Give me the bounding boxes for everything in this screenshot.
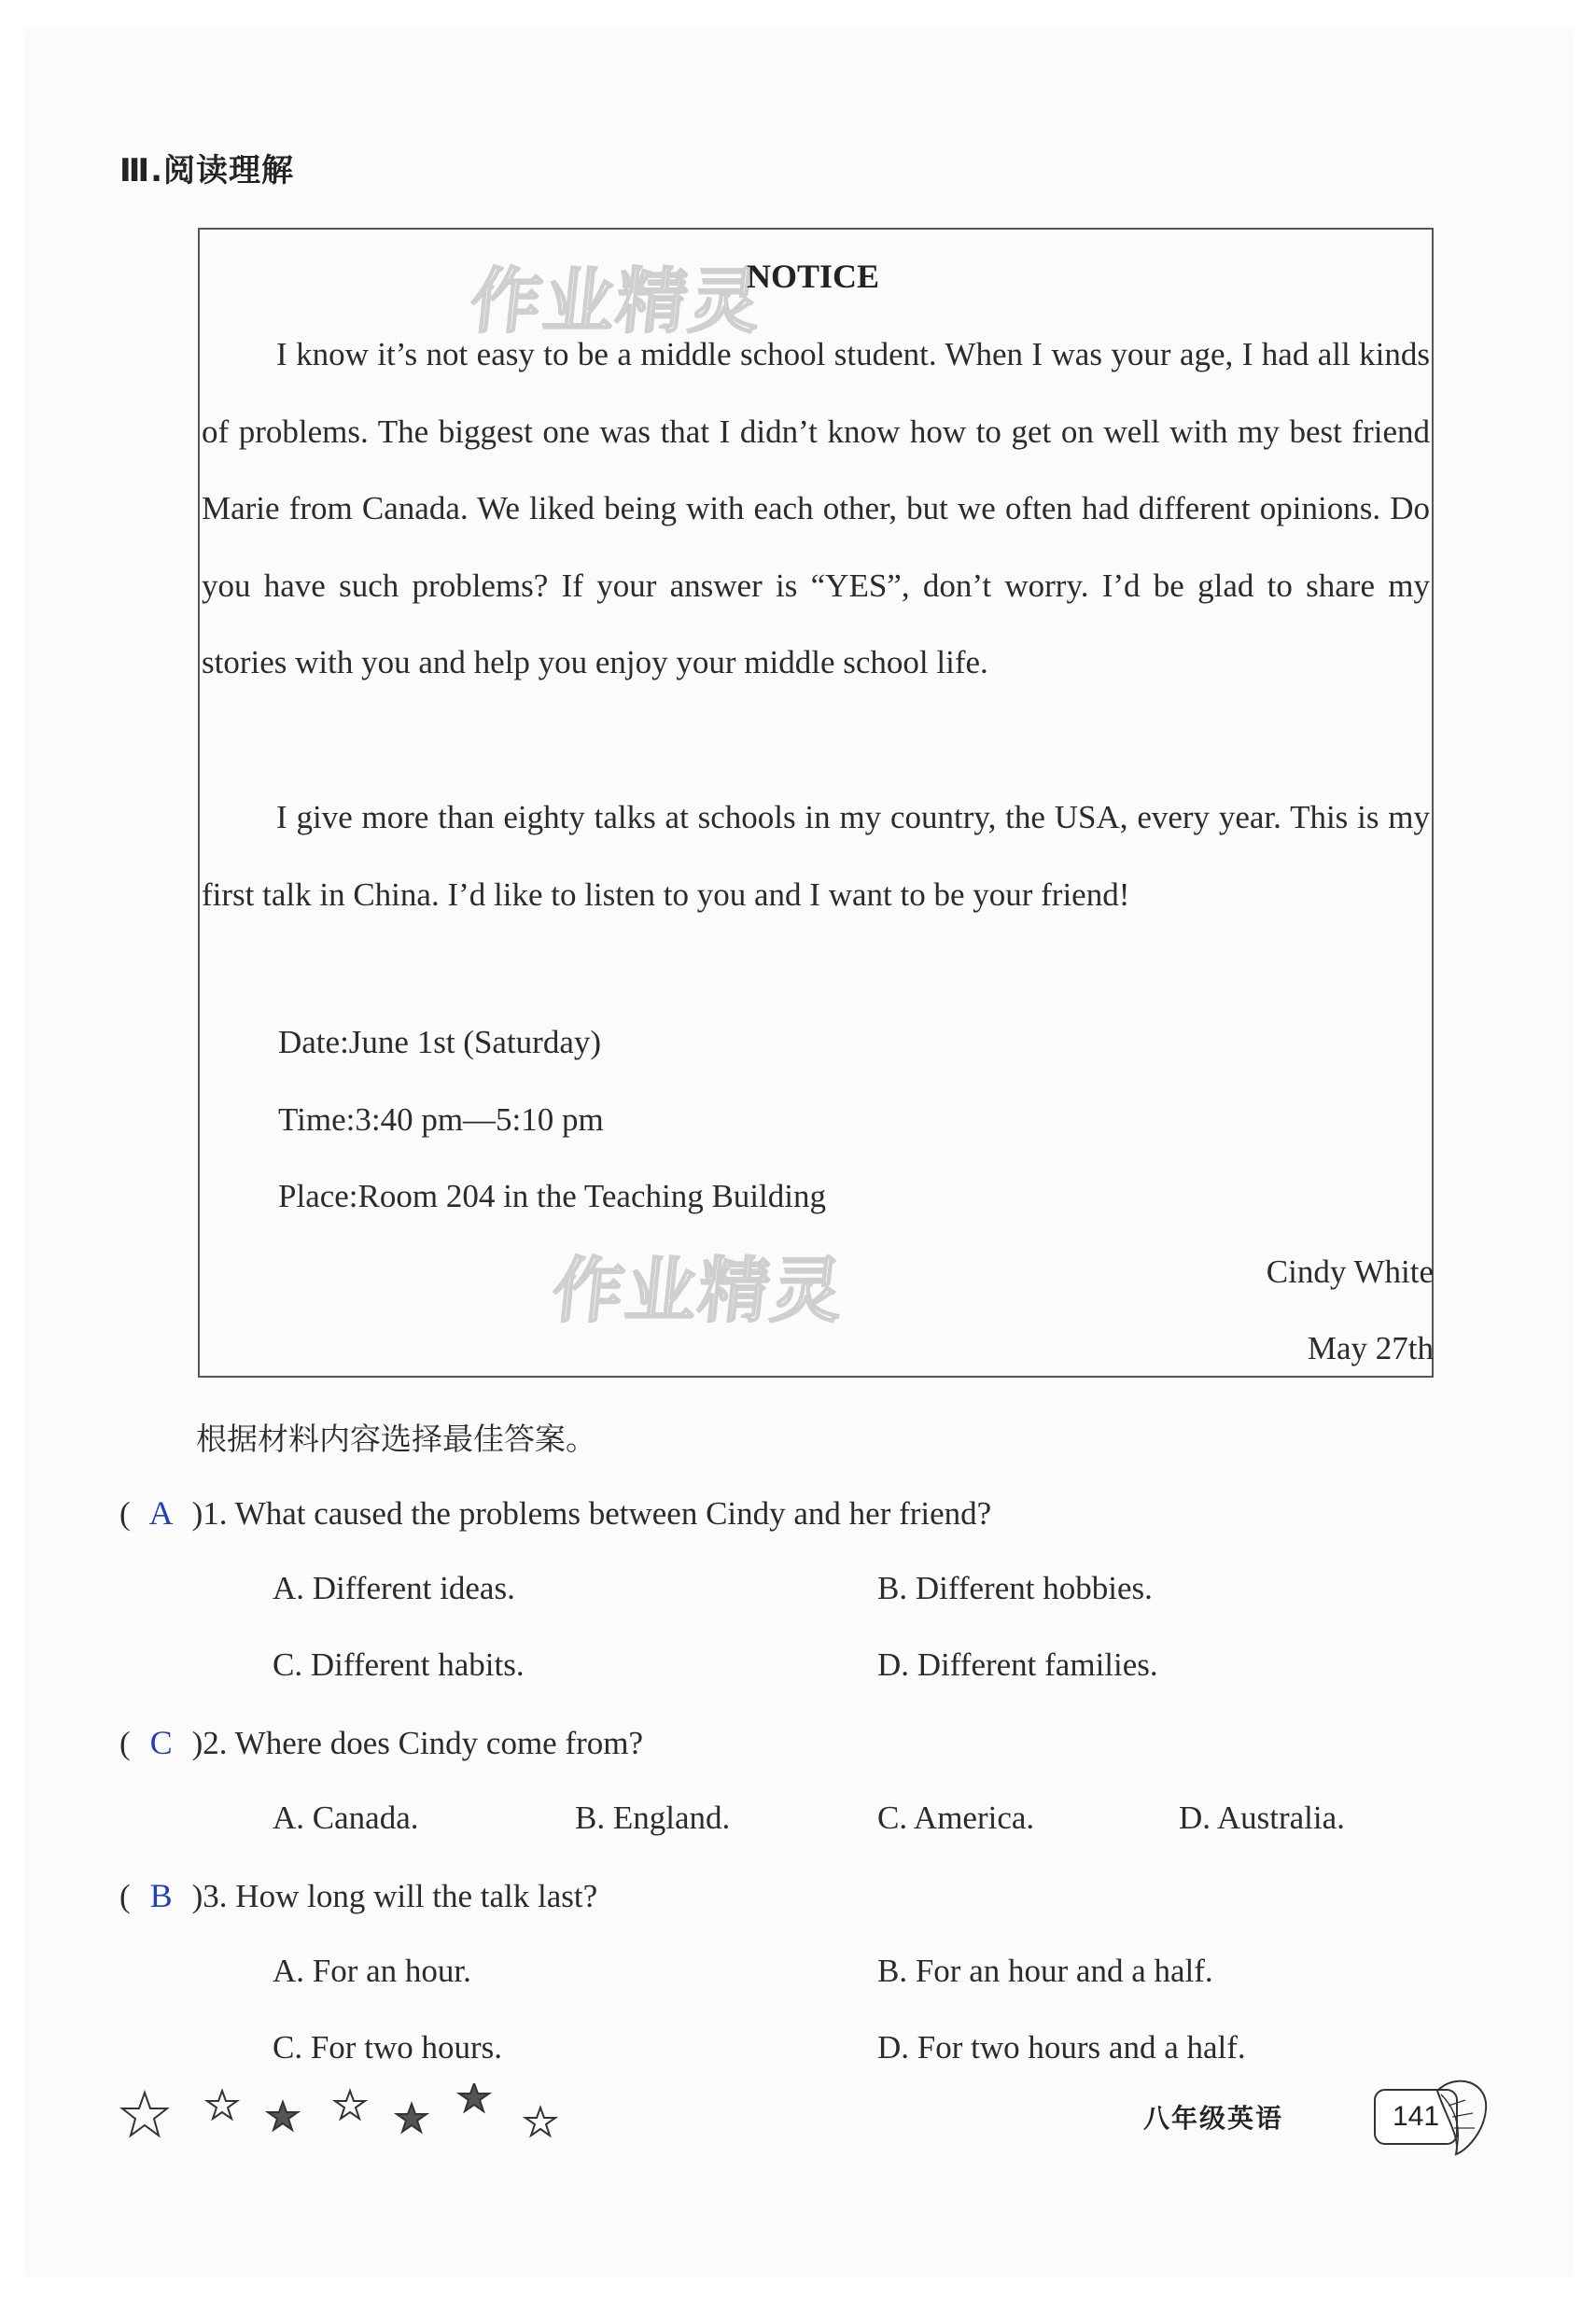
notice-paragraph-1: I know it’s not easy to be a middle school student. When I was your age, I had all kinds of problems. The biggest one was that I didn’t know how to get on well with my best friend Marie from Canada. We liked being with each other, but we often had different opinions. Do you have such problems? If your answer is “YES”, don’t worry. I’d be glad to share my stories with you and help you enjoy your middle school life. [202, 336, 1430, 680]
page-number: 141 [1374, 2089, 1458, 2145]
star-icon [397, 2104, 427, 2132]
question-instruction: 根据材料内容选择最佳答案。 [196, 1421, 596, 1457]
notice-signature: Cindy White [1266, 1254, 1434, 1290]
star-icon [207, 2091, 237, 2119]
question-3 [119, 1876, 597, 1915]
decorative-stars [119, 2083, 586, 2158]
answer-2: C [149, 1724, 173, 1761]
notice-title: NOTICE [747, 258, 880, 295]
star-icon [525, 2108, 555, 2136]
star-icon [459, 2083, 489, 2111]
star-icon [335, 2091, 365, 2119]
leaf-icon [1428, 2072, 1493, 2156]
watermark-top: 作业精灵 [466, 259, 767, 343]
question-3-option-d: D. For two hours and a half. [877, 2029, 1246, 2066]
star-icon [122, 2093, 167, 2136]
question-3-option-a: A. For an hour. [273, 1953, 471, 1989]
question-2-stem: )2. Where does Cindy come from? [191, 1725, 644, 1761]
notice-paragraph-2: I give more than eighty talks at schools in my country, the USA, every year. This is my first talk in China. I’d like to listen to you and I want to be your friend! [202, 799, 1430, 913]
question-1 [119, 1493, 991, 1533]
question-1-option-c: C. Different habits. [273, 1646, 525, 1683]
question-3-option-c: C. For two hours. [273, 2029, 502, 2066]
star-icon [268, 2102, 298, 2130]
question-1-stem: )1. What caused the problems between Cindy and her friend? [191, 1495, 992, 1532]
notice-place: Place:Room 204 in the Teaching Building [278, 1178, 826, 1214]
open-paren: ( [119, 1725, 131, 1761]
open-paren: ( [119, 1495, 131, 1532]
notice-date: Date:June 1st (Saturday) [278, 1024, 602, 1060]
question-1-option-a: A. Different ideas. [273, 1570, 515, 1606]
question-2-option-b: B. England. [575, 1800, 731, 1836]
answer-3: B [149, 1877, 173, 1914]
section-heading: Ⅲ.阅读理解 [119, 152, 295, 189]
question-2 [119, 1723, 643, 1762]
footer-label: 八年级英语 [1143, 2103, 1284, 2134]
watermark-bottom: 作业精灵 [548, 1249, 849, 1332]
question-1-option-d: D. Different families. [877, 1646, 1158, 1683]
question-3-stem: )3. How long will the talk last? [191, 1878, 598, 1914]
question-2-option-d: D. Australia. [1179, 1800, 1345, 1836]
question-1-option-b: B. Different hobbies. [877, 1570, 1153, 1606]
question-2-option-a: A. Canada. [273, 1800, 419, 1836]
question-2-option-c: C. America. [877, 1800, 1035, 1836]
answer-1: A [148, 1494, 174, 1532]
open-paren: ( [119, 1878, 131, 1914]
notice-time: Time:3:40 pm—5:10 pm [278, 1101, 604, 1138]
notice-signed-date: May 27th [1307, 1330, 1434, 1366]
question-3-option-b: B. For an hour and a half. [877, 1953, 1213, 1989]
